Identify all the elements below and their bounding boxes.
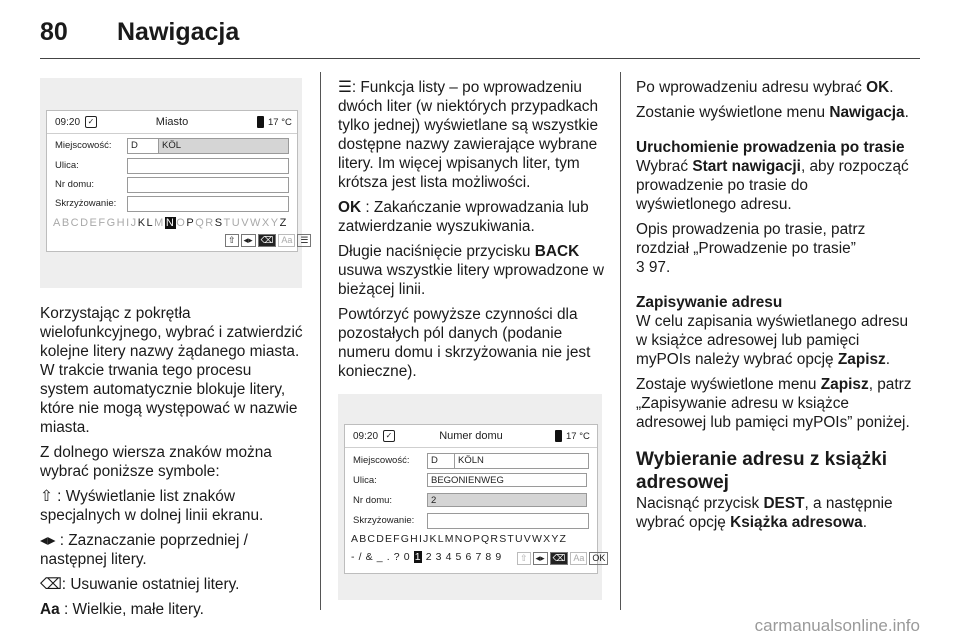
text: . — [904, 104, 909, 121]
row-label-house: Nr domu: — [55, 179, 95, 190]
screen-controls — [515, 552, 608, 565]
menu-name: Zapisz — [820, 376, 869, 393]
paragraph — [636, 494, 912, 532]
column-2 — [338, 78, 606, 387]
text: : Wyświetlanie list znaków specjalnych w dolnej linii ekranu. — [40, 488, 264, 524]
paragraph — [338, 198, 606, 236]
paragraph — [338, 242, 606, 299]
letters-dimmed: O — [176, 217, 187, 229]
paragraph — [636, 78, 912, 97]
text: , patrz „Zapisywanie adresu w książce adresowej lub pamięci myPOIs” poniżej. — [636, 376, 912, 431]
letters-dimmed: TUVWXY — [223, 217, 280, 229]
column-divider-2 — [620, 72, 621, 610]
screen-controls — [223, 234, 311, 247]
text: usuwa wszystkie litery wprowadzone w bieżącej linii. — [338, 262, 605, 298]
digits: 2 3 4 5 6 7 8 9 — [425, 551, 502, 563]
button-name: DEST — [763, 495, 805, 512]
text: Długie naciśnięcie przycisku — [338, 243, 535, 260]
paragraph — [40, 600, 304, 619]
section-heading-route-guidance: Uruchomienie prowadzenia po trasie — [636, 139, 905, 156]
city-value: KÖLN — [454, 454, 588, 468]
paragraph: Powtórzyć powyższe czynności dla pozostałych pól danych (podanie numeru domu i skrzyżowania nie jest konieczne). — [338, 306, 591, 380]
text: . — [885, 351, 891, 368]
text: : Funkcja listy – po wprowadzeniu dwóch liter (w niektórych przypadkach tylko jednej) wyświetlane są wszystkie dostępne nazwy zawierające wybrane litery. Im więcej wpisanych liter, tym krótsza jest lista możliwości. — [338, 79, 599, 191]
letters-active: P — [186, 217, 196, 229]
arrows-icon[interactable]: ◂▸ — [533, 552, 548, 565]
screen-status-bar — [47, 111, 297, 134]
shift-icon[interactable]: ⇧ — [225, 234, 239, 247]
letters-active: Z — [279, 217, 288, 229]
menu-option: Start nawigacji — [692, 158, 801, 175]
country-code: D — [131, 140, 138, 151]
paragraph: Z dolnego wiersza znaków można wybrać poniższe symbole: — [40, 444, 272, 480]
backspace-icon[interactable]: ⌫ — [258, 234, 277, 247]
paragraph — [636, 312, 912, 369]
house-number-field[interactable]: 2 — [427, 493, 587, 507]
paragraph — [636, 103, 912, 122]
text: Zostaje wyświetlone menu — [636, 376, 821, 393]
letters-dimmed: QR — [195, 217, 215, 229]
screen-time: 09:20 — [353, 431, 379, 442]
case-toggle-icon[interactable]: Aa — [278, 234, 295, 247]
row-label-city: Miejscowość: — [353, 455, 410, 466]
screen-title: Numer domu — [439, 430, 503, 442]
shift-icon[interactable]: ⇧ — [517, 552, 531, 565]
digit-selected[interactable]: 1 — [414, 551, 422, 563]
clock-icon: ✓ — [383, 430, 395, 442]
section-heading-address-book: Wybieranie adresu z książki adresowej — [636, 449, 887, 493]
clock-icon: ✓ — [85, 116, 97, 128]
screen-status-bar — [345, 425, 597, 448]
column-3 — [636, 78, 912, 538]
text: Po wprowadzeniu adresu wybrać — [636, 79, 867, 96]
backspace-icon: ⌫ — [40, 576, 62, 593]
case-toggle-icon: Aa — [40, 601, 60, 618]
page-title: Nawigacja — [117, 18, 240, 46]
arrows-icon: ◂▸ — [40, 532, 56, 549]
letters-active: KL — [137, 217, 155, 229]
row-label-street: Ulica: — [55, 160, 79, 171]
row-label-street: Ulica: — [353, 475, 377, 486]
text: W celu zapisania wyświetlanego adresu w książce adresowej lub pamięci myPOIs należy wybrać opcję — [636, 313, 909, 368]
text: , a następnie wybrać opcję — [636, 495, 893, 531]
letters-active: S — [214, 217, 224, 229]
paragraph — [40, 575, 304, 594]
nav-screen-city — [46, 110, 309, 252]
menu-name: Nawigacja — [829, 104, 905, 121]
phone-icon — [555, 430, 562, 442]
arrows-icon[interactable]: ◂▸ — [241, 234, 256, 247]
paragraph — [636, 375, 912, 432]
text: Opis prowadzenia po trasie, patrz rozdział „Prowadzenie po trasie” — [636, 221, 866, 257]
column-1 — [40, 304, 304, 625]
row-label-house: Nr domu: — [353, 495, 393, 506]
back-label: BACK — [534, 243, 580, 260]
page-number: 80 — [40, 18, 68, 46]
figure-house-number — [338, 394, 606, 600]
text: . — [862, 514, 867, 531]
text: : Zakańczanie wprowadzania lub zatwierdzanie wyszukiwania. — [338, 199, 589, 235]
city-value: KÖL — [158, 139, 288, 153]
house-number-field[interactable] — [127, 177, 289, 193]
city-field[interactable] — [427, 453, 589, 469]
column-divider-1 — [320, 72, 321, 610]
menu-option: Zapisz — [837, 351, 886, 368]
paragraph — [636, 157, 912, 214]
letters-dimmed: M — [154, 217, 165, 229]
screen-time: 09:20 — [55, 117, 81, 128]
letters-dimmed: ABCDEFGHIJ — [53, 217, 138, 229]
text: : Zaznaczanie poprzedniej / następnej litery. — [40, 532, 248, 568]
paragraph — [40, 487, 304, 525]
screen-temperature: 17 °C — [566, 431, 590, 442]
ok-label: OK — [866, 79, 890, 96]
country-code: D — [431, 455, 438, 466]
backspace-icon[interactable]: ⌫ — [550, 552, 569, 565]
ok-label: OK — [338, 199, 362, 216]
row-label-crossing: Skrzyżowanie: — [353, 515, 415, 526]
menu-option: Książka adresowa — [730, 514, 863, 531]
text: : Wielkie, małe litery. — [59, 601, 204, 618]
list-icon: ☰ — [338, 79, 352, 96]
symbols: - / & _ . ? 0 — [351, 551, 411, 563]
text: Zostanie wyświetlone menu — [636, 104, 830, 121]
nav-screen-house-number — [344, 424, 606, 574]
row-label-city: Miejscowość: — [55, 140, 112, 151]
paragraph — [636, 220, 912, 277]
case-toggle-icon[interactable]: Aa — [570, 552, 587, 565]
screen-title: Miasto — [155, 116, 189, 128]
paragraph — [338, 78, 606, 192]
paragraph: Korzystając z pokrętła wielofunkcyjnego, wybrać i zatwierdzić kolejne litery nazwy żądanego miasta. W trakcie trwania tego procesu system automatycznie blokuje litery, które nie mogą występować w nazwie miasta. — [40, 305, 303, 436]
screen-temperature: 17 °C — [268, 117, 292, 128]
text: : Usuwanie ostatniej litery. — [61, 576, 240, 593]
header-rule — [40, 58, 920, 59]
street-field[interactable] — [127, 158, 289, 174]
text: . — [889, 79, 894, 96]
page-reference: 3 97. — [636, 259, 671, 276]
symbol-row[interactable] — [351, 551, 502, 563]
paragraph — [40, 531, 304, 569]
list-icon[interactable]: ☰ — [297, 234, 311, 247]
watermark: carmanualsonline.info — [754, 616, 920, 635]
text: , aby rozpocząć prowadzenie po trasie do wyświetlonego adresu. — [636, 158, 909, 213]
figure-city-entry — [40, 78, 309, 288]
text: Nacisnąć przycisk — [636, 495, 764, 512]
ok-button[interactable]: OK — [589, 552, 608, 565]
section-heading-save-address: Zapisywanie adresu — [636, 294, 783, 311]
row-label-crossing: Skrzyżowanie: — [55, 198, 117, 209]
street-field[interactable]: BEGONIENWEG — [427, 473, 587, 487]
crossing-field[interactable] — [127, 196, 289, 212]
shift-icon: ⇧ — [40, 488, 53, 505]
letter-selected[interactable]: N — [165, 217, 176, 229]
phone-icon — [257, 116, 264, 128]
alphabet-row[interactable]: ABCDEFGHIJKLMNOPQRSTUVWXYZ — [351, 533, 568, 545]
alphabet-row[interactable] — [53, 217, 288, 229]
city-field[interactable] — [127, 138, 289, 154]
text: Wybrać — [636, 158, 693, 175]
crossing-field[interactable] — [427, 513, 589, 529]
